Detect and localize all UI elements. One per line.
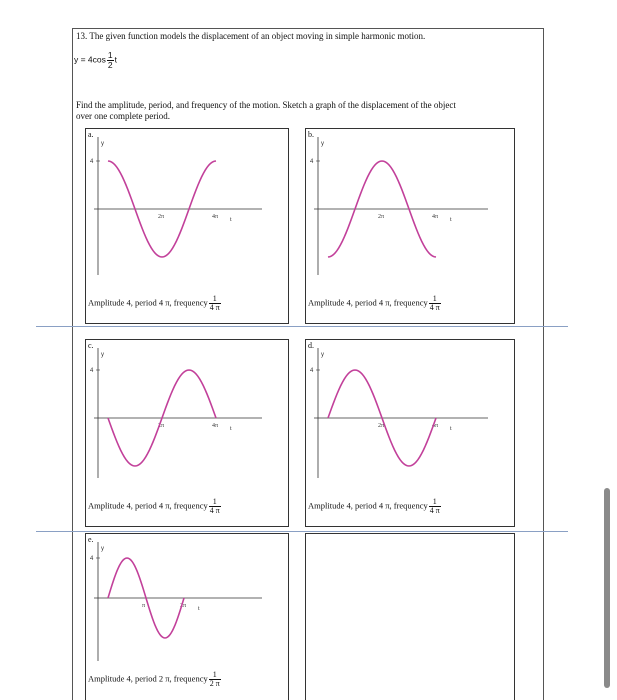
graph-d [306, 340, 516, 498]
caption-text: Amplitude 4, period 4 π, frequency [308, 500, 428, 511]
t-tick-label-2: 2π [180, 603, 187, 609]
instructions [76, 100, 542, 121]
y-tick-label: 4 [90, 159, 94, 165]
frequency-fraction [209, 498, 221, 515]
t-tick-label-1: 2π [378, 423, 385, 429]
y-axis-label: y [101, 546, 104, 552]
choice-caption [88, 671, 222, 688]
equation-denominator: 2 [107, 59, 113, 70]
equation-fraction [107, 51, 114, 69]
t-tick-label-1: 2π [158, 214, 165, 220]
t-axis-label: t [450, 426, 452, 432]
frequency-numerator: 1 [212, 670, 217, 679]
row-divider-1 [36, 326, 568, 327]
y-tick-label: 4 [90, 368, 94, 374]
frequency-denominator: 2 π [209, 679, 220, 688]
choice-panel-e[interactable] [85, 533, 289, 700]
t-axis-label: t [230, 217, 232, 223]
frequency-denominator: 4 π [429, 506, 440, 515]
y-axis-label: y [101, 141, 104, 147]
t-tick-label-2: 4π [212, 423, 219, 429]
choice-label: d. [308, 341, 314, 350]
choice-panel-b[interactable] [305, 128, 515, 324]
choice-caption [308, 498, 442, 515]
empty-panel [305, 533, 515, 700]
frequency-fraction [429, 498, 441, 515]
y-axis-label: y [321, 141, 324, 147]
caption-text: Amplitude 4, period 4 π, frequency [308, 297, 428, 308]
y-axis-label: y [101, 352, 104, 358]
caption-text: Amplitude 4, period 2 π, frequency [88, 673, 208, 684]
choice-label: a. [88, 130, 94, 139]
y-tick-label: 4 [310, 159, 314, 165]
t-tick-label-2: 4π [432, 214, 439, 220]
choice-label: e. [88, 535, 94, 544]
frequency-denominator: 4 π [429, 303, 440, 312]
choice-panel-d[interactable] [305, 339, 515, 527]
choice-caption [308, 295, 442, 312]
scrollbar[interactable] [604, 488, 610, 688]
caption-text: Amplitude 4, period 4 π, frequency [88, 297, 208, 308]
frequency-denominator: 4 π [209, 303, 220, 312]
t-axis-label: t [198, 606, 200, 612]
frequency-denominator: 4 π [209, 506, 220, 515]
t-tick-label-2: 4π [212, 214, 219, 220]
choice-label: c. [88, 341, 94, 350]
graph-b [306, 129, 516, 295]
y-tick-label: 4 [310, 368, 314, 374]
t-axis-label: t [450, 217, 452, 223]
instruction-line-2: over one complete period. [76, 111, 170, 121]
graph-c [86, 340, 290, 498]
frequency-numerator: 1 [432, 294, 437, 303]
instruction-line-1: Find the amplitude, period, and frequency of the motion. Sketch a graph of the displacement of the object [76, 100, 456, 110]
y-tick-label: 4 [90, 556, 94, 562]
equation-lhs: y = 4cos [74, 54, 106, 65]
t-tick-label-1: 2π [158, 423, 165, 429]
graph-a [86, 129, 290, 295]
choice-label: b. [308, 130, 314, 139]
choice-panel-a[interactable] [85, 128, 289, 324]
equation-variable: t [114, 54, 118, 65]
t-tick-label-1: 2π [378, 214, 385, 220]
frequency-fraction [209, 671, 221, 688]
equation-numerator: 1 [107, 50, 113, 60]
choice-caption [88, 498, 222, 515]
choice-panel-c[interactable] [85, 339, 289, 527]
t-tick-label-2: 4π [432, 423, 439, 429]
frequency-fraction [429, 295, 441, 312]
problem-title: 13. The given function models the displacement of an object moving in simple harmonic motion. [76, 31, 426, 41]
y-axis-label: y [321, 352, 324, 358]
t-tick-label-1: π [142, 603, 146, 609]
function-equation [74, 51, 117, 69]
frequency-numerator: 1 [212, 497, 217, 506]
caption-text: Amplitude 4, period 4 π, frequency [88, 500, 208, 511]
frequency-fraction [209, 295, 221, 312]
choice-caption [88, 295, 222, 312]
row-divider-2 [36, 531, 568, 532]
frequency-numerator: 1 [212, 294, 217, 303]
t-axis-label: t [230, 426, 232, 432]
frequency-numerator: 1 [432, 497, 437, 506]
graph-e [86, 534, 290, 671]
